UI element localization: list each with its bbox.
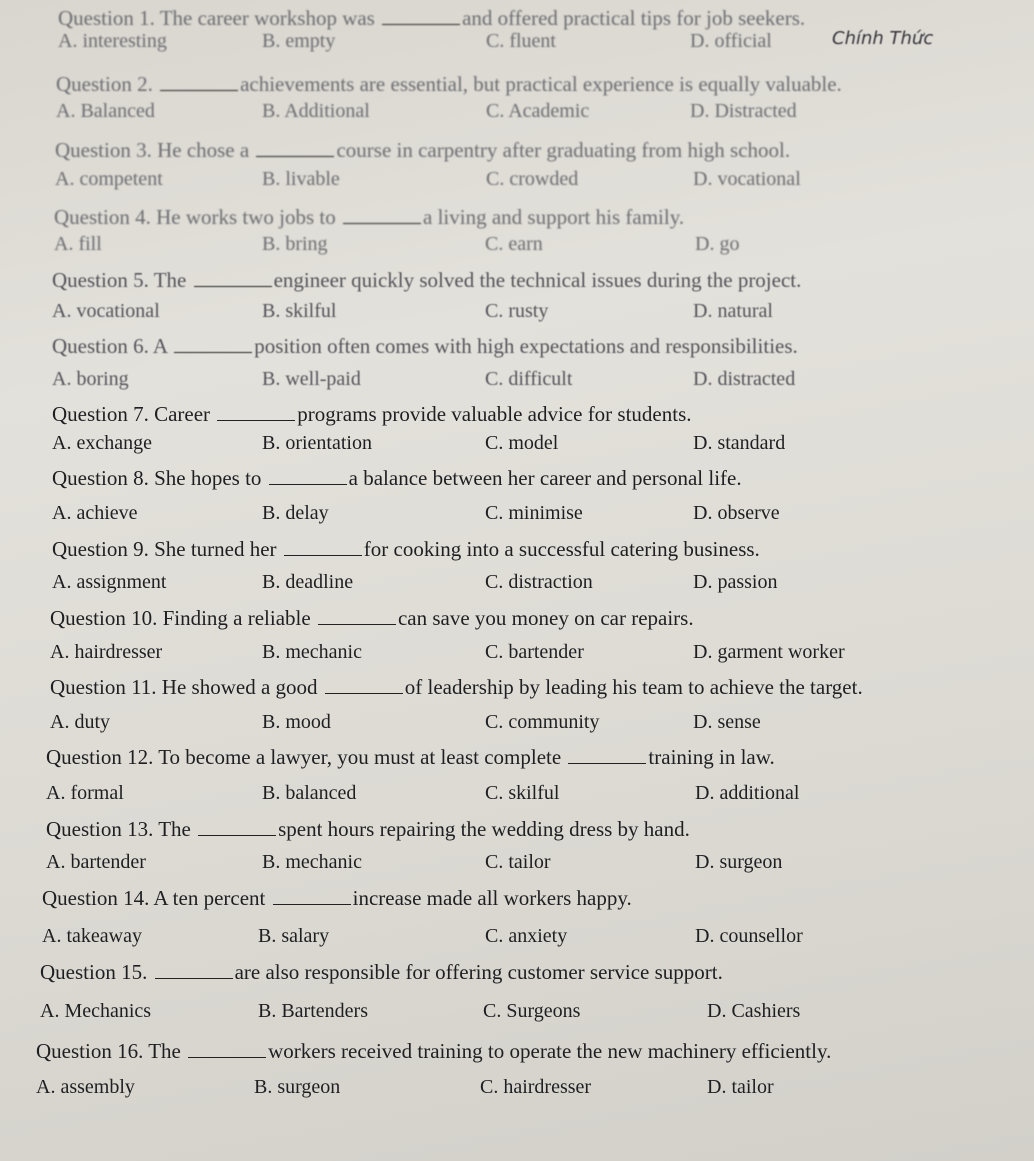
option-d[interactable]: D. sense — [693, 711, 761, 733]
option-a[interactable]: A. bartender — [46, 851, 146, 873]
question-stem — [52, 537, 760, 562]
answer-blank[interactable] — [568, 745, 646, 764]
question-stem — [52, 402, 692, 427]
option-b[interactable]: B. Additional — [262, 100, 370, 122]
option-d[interactable]: D. official — [690, 30, 772, 52]
option-a[interactable]: A. exchange — [52, 432, 152, 454]
answer-blank[interactable] — [198, 817, 276, 836]
question-text-before-blank: Question 16. The — [36, 1039, 181, 1063]
option-b[interactable]: B. well-paid — [262, 368, 361, 390]
option-c[interactable]: C. fluent — [486, 30, 556, 52]
option-b[interactable]: B. mechanic — [262, 641, 362, 663]
option-d[interactable]: D. passion — [693, 571, 778, 593]
option-b[interactable]: B. balanced — [262, 782, 357, 804]
option-a[interactable]: A. Mechanics — [40, 1000, 152, 1022]
answer-blank[interactable] — [217, 402, 295, 421]
answer-blank[interactable] — [325, 675, 403, 694]
option-d[interactable]: D. Distracted — [690, 100, 797, 122]
question-text-before-blank: Question 10. Finding a reliable — [50, 606, 311, 630]
option-a[interactable]: A. hairdresser — [50, 641, 163, 663]
answer-blank[interactable] — [174, 334, 252, 353]
option-a[interactable]: A. takeaway — [42, 925, 142, 947]
question-text-after-blank: programs provide valuable advice for students. — [297, 402, 692, 426]
option-d[interactable]: D. garment worker — [693, 641, 845, 663]
question-stem — [52, 466, 742, 491]
option-c[interactable]: C. anxiety — [485, 925, 568, 947]
option-c[interactable]: C. hairdresser — [480, 1076, 592, 1098]
option-d[interactable]: D. vocational — [693, 168, 801, 190]
handwritten-note: Chính Thức — [832, 28, 934, 49]
option-d[interactable]: D. distracted — [693, 368, 796, 390]
option-a[interactable]: A. interesting — [58, 30, 167, 52]
answer-blank[interactable] — [343, 205, 421, 224]
answer-blank[interactable] — [269, 466, 347, 485]
option-a[interactable]: A. duty — [50, 711, 110, 733]
option-c[interactable]: C. distraction — [485, 571, 593, 593]
question-text-after-blank: a living and support his family. — [423, 205, 685, 229]
option-d[interactable]: D. additional — [695, 782, 800, 804]
question-stem — [54, 205, 684, 230]
option-a[interactable]: A. formal — [46, 782, 124, 804]
question-text-after-blank: training in law. — [648, 745, 775, 769]
question-text-before-blank: Question 12. To become a lawyer, you must at least complete — [46, 745, 562, 769]
answer-blank[interactable] — [160, 72, 238, 91]
question-stem — [56, 72, 842, 97]
question-text-before-blank: Question 11. He showed a good — [50, 675, 318, 699]
answer-blank[interactable] — [382, 6, 460, 25]
option-c[interactable]: C. skilful — [485, 782, 560, 804]
answer-blank[interactable] — [318, 606, 396, 625]
question-text-after-blank: are also responsible for offering customer service support. — [234, 960, 723, 984]
option-b[interactable]: B. bring — [262, 233, 328, 255]
answer-blank[interactable] — [188, 1039, 266, 1058]
question-text-before-blank: Question 8. She hopes to — [52, 466, 262, 490]
option-a[interactable]: A. vocational — [52, 300, 160, 322]
question-text-after-blank: of leadership by leading his team to achieve the target. — [404, 675, 863, 699]
option-c[interactable]: C. crowded — [486, 168, 579, 190]
option-c[interactable]: C. bartender — [485, 641, 584, 663]
option-d[interactable]: D. counsellor — [695, 925, 803, 947]
option-c[interactable]: C. minimise — [485, 502, 583, 524]
option-c[interactable]: C. Academic — [486, 100, 590, 122]
option-c[interactable]: C. rusty — [485, 300, 549, 322]
option-d[interactable]: D. standard — [693, 432, 786, 454]
question-text-after-blank: course in carpentry after graduating from high school. — [336, 138, 791, 162]
option-c[interactable]: C. tailor — [485, 851, 551, 873]
question-stem — [36, 1039, 831, 1064]
option-d[interactable]: D. observe — [693, 502, 780, 524]
question-text-after-blank: engineer quickly solved the technical issues during the project. — [273, 268, 802, 292]
option-b[interactable]: B. delay — [262, 502, 329, 524]
option-b[interactable]: B. skilful — [262, 300, 337, 322]
question-text-before-blank: Question 2. — [56, 72, 153, 96]
option-a[interactable]: A. achieve — [52, 502, 138, 524]
question-text-before-blank: Question 6. A — [52, 334, 167, 358]
question-text-after-blank: achievements are essential, but practical experience is equally valuable. — [240, 72, 842, 96]
answer-blank[interactable] — [273, 886, 351, 905]
question-text-before-blank: Question 15. — [40, 960, 148, 984]
option-b[interactable]: B. empty — [262, 30, 336, 52]
question-stem — [40, 960, 723, 985]
option-b[interactable]: B. mood — [262, 711, 331, 733]
question-stem — [52, 334, 798, 359]
option-d[interactable]: D. tailor — [707, 1076, 774, 1098]
question-stem — [50, 606, 694, 631]
question-text-after-blank: can save you money on car repairs. — [397, 606, 694, 630]
question-text-after-blank: increase made all workers happy. — [352, 886, 632, 910]
option-d[interactable]: D. go — [695, 233, 740, 255]
question-stem — [42, 886, 632, 911]
option-c[interactable]: C. Surgeons — [483, 1000, 581, 1022]
option-b[interactable]: B. surgeon — [254, 1076, 341, 1098]
option-b[interactable]: B. livable — [262, 168, 340, 190]
option-c[interactable]: C. earn — [485, 233, 543, 255]
option-a[interactable]: A. fill — [54, 233, 102, 255]
question-stem — [46, 745, 775, 770]
question-text-before-blank: Question 3. He chose a — [55, 138, 250, 162]
option-a[interactable]: A. assembly — [36, 1076, 135, 1098]
question-text-before-blank: Question 4. He works two jobs to — [54, 205, 336, 229]
question-text-after-blank: spent hours repairing the wedding dress by hand. — [278, 817, 690, 841]
question-text-after-blank: position often comes with high expectations and responsibilities. — [254, 334, 798, 358]
question-text-before-blank: Question 5. The — [52, 268, 187, 292]
option-a[interactable]: A. Balanced — [56, 100, 155, 122]
answer-blank[interactable] — [284, 537, 362, 556]
question-text-after-blank: and offered practical tips for job seekers. — [462, 6, 806, 30]
option-a[interactable]: A. competent — [55, 168, 163, 190]
answer-blank[interactable] — [155, 960, 233, 979]
option-a[interactable]: A. boring — [52, 368, 129, 390]
answer-blank[interactable] — [194, 268, 272, 287]
option-c[interactable]: C. community — [485, 711, 600, 733]
option-b[interactable]: B. mechanic — [262, 851, 362, 873]
question-text-after-blank: workers received training to operate the new machinery efficiently. — [268, 1039, 832, 1063]
option-b[interactable]: B. salary — [258, 925, 330, 947]
option-c[interactable]: C. model — [485, 432, 559, 454]
question-text-after-blank: for cooking into a successful catering business. — [363, 537, 760, 561]
question-text-before-blank: Question 9. She turned her — [52, 537, 277, 561]
option-a[interactable]: A. assignment — [52, 571, 167, 593]
question-text-before-blank: Question 1. The career workshop was — [58, 6, 375, 30]
question-stem — [46, 817, 690, 842]
question-text-before-blank: Question 13. The — [46, 817, 191, 841]
option-c[interactable]: C. difficult — [485, 368, 573, 390]
option-b[interactable]: B. deadline — [262, 571, 354, 593]
option-d[interactable]: D. natural — [693, 300, 773, 322]
question-text-before-blank: Question 14. A ten percent — [42, 886, 266, 910]
option-d[interactable]: D. surgeon — [695, 851, 783, 873]
question-stem — [52, 268, 801, 293]
answer-blank[interactable] — [256, 138, 334, 157]
question-stem — [58, 6, 805, 31]
option-b[interactable]: B. orientation — [262, 432, 372, 454]
option-b[interactable]: B. Bartenders — [258, 1000, 368, 1022]
question-stem — [50, 675, 863, 700]
question-text-after-blank: a balance between her career and personal life. — [348, 466, 742, 490]
question-stem — [55, 138, 790, 163]
question-text-before-blank: Question 7. Career — [52, 402, 211, 426]
option-d[interactable]: D. Cashiers — [707, 1000, 801, 1022]
